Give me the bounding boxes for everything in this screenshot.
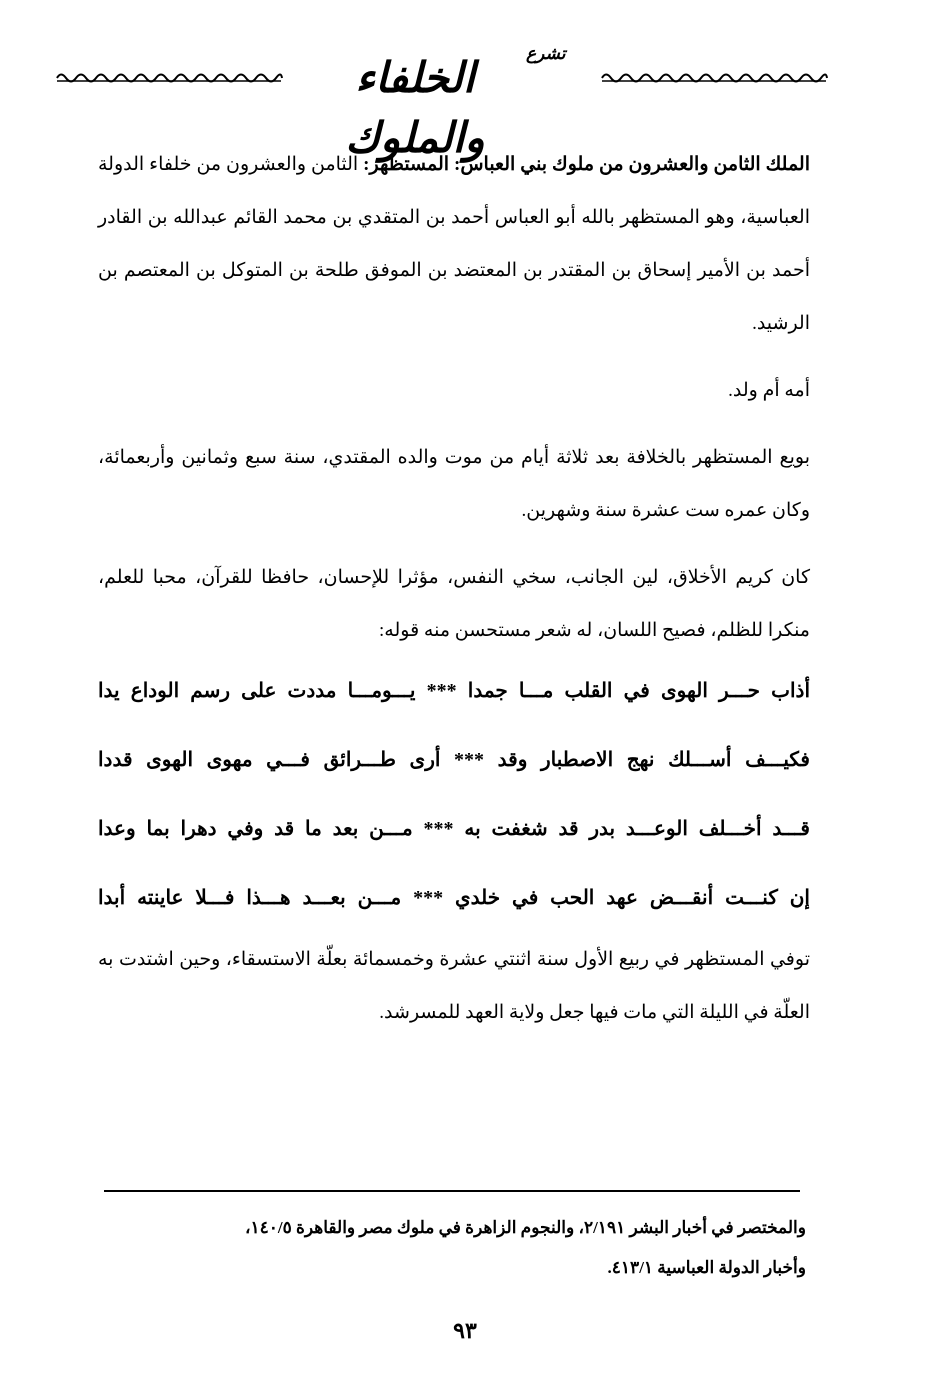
title-prefix: تشرع — [526, 44, 566, 64]
page-title: الخلفاء والملوك — [345, 53, 485, 162]
footnote-line: وأخبار الدولة العباسية ٤١٣/١. — [607, 1258, 806, 1277]
scroll-ornament-icon — [55, 70, 283, 86]
footnote-line: والمختصر في أخبار البشر ٢/١٩١، والنجوم الزاهرة في ملوك مصر والقاهرة ١٤٠/٥، — [244, 1218, 806, 1237]
paragraph-intro — [98, 138, 810, 350]
footnotes — [98, 1208, 806, 1288]
paragraph-accession: بويع المستظهر بالخلافة بعد ثلاثة أيام من موت والده المقتدي، سنة سبع وثمانين وأربعمائة، وكان عمره ست عشرة سنة وشهرين. — [98, 447, 810, 521]
paragraph-mother: أمه أم ولد. — [728, 380, 810, 401]
poem-verse: إن كنـــت أنقـــض عهد الحب في خلدي *** مـــن بعـــد هـــذا فـــلا عاينته أبدا — [98, 887, 810, 909]
section-heading: الملك الثامن والعشرون من ملوك بني العباس: المستظهر: — [363, 154, 810, 175]
page-number: ٩٣ — [453, 1318, 477, 1343]
main-text — [98, 138, 810, 1039]
paragraph-character: كان كريم الأخلاق، لين الجانب، سخي النفس، مؤثرا للإحسان، حافظا للقرآن، محبا للعلم، منكرا للظلم، فصيح اللسان، له شعر مستحسن منه قوله: — [98, 567, 810, 641]
paragraph-text: الثامن والعشرون من خلفاء الدولة العباسية، وهو المستظهر بالله أبو العباس أحمد بن المتقدي بن محمد القائم عبدالله بن القادر أحمد بن الأمير إسحاق بن المقتدر بن المعتضد بن الموفق طلحة بن المتوكل بن المعتصم بن الرشيد. — [98, 154, 810, 334]
poem-verse: أذاب حـــر الهوى في القلب مـــا جمدا *** يـــومـــا مددت على رسم الوداع يدا — [98, 680, 810, 702]
scroll-ornament-icon — [600, 70, 828, 86]
poem-verse: فكيـــف أســـلك نهج الاصطبار وقد *** أرى طـــرائق فـــي مهوى الهوى قددا — [98, 749, 810, 771]
footnote-divider — [104, 1190, 800, 1192]
poem-verse: قـــد أخـــلف الوعـــد بدر قد شغفت به *** مـــن بعد ما قد وفي دهرا بما وعدا — [98, 818, 810, 840]
paragraph-death: توفي المستظهر في ربيع الأول سنة اثنتي عشرة وخمسمائة بعلّة الاستسقاء، وحين اشتدت به العلّة في الليلة التي مات فيها جعل ولاية العهد للمسرشد. — [98, 949, 810, 1023]
